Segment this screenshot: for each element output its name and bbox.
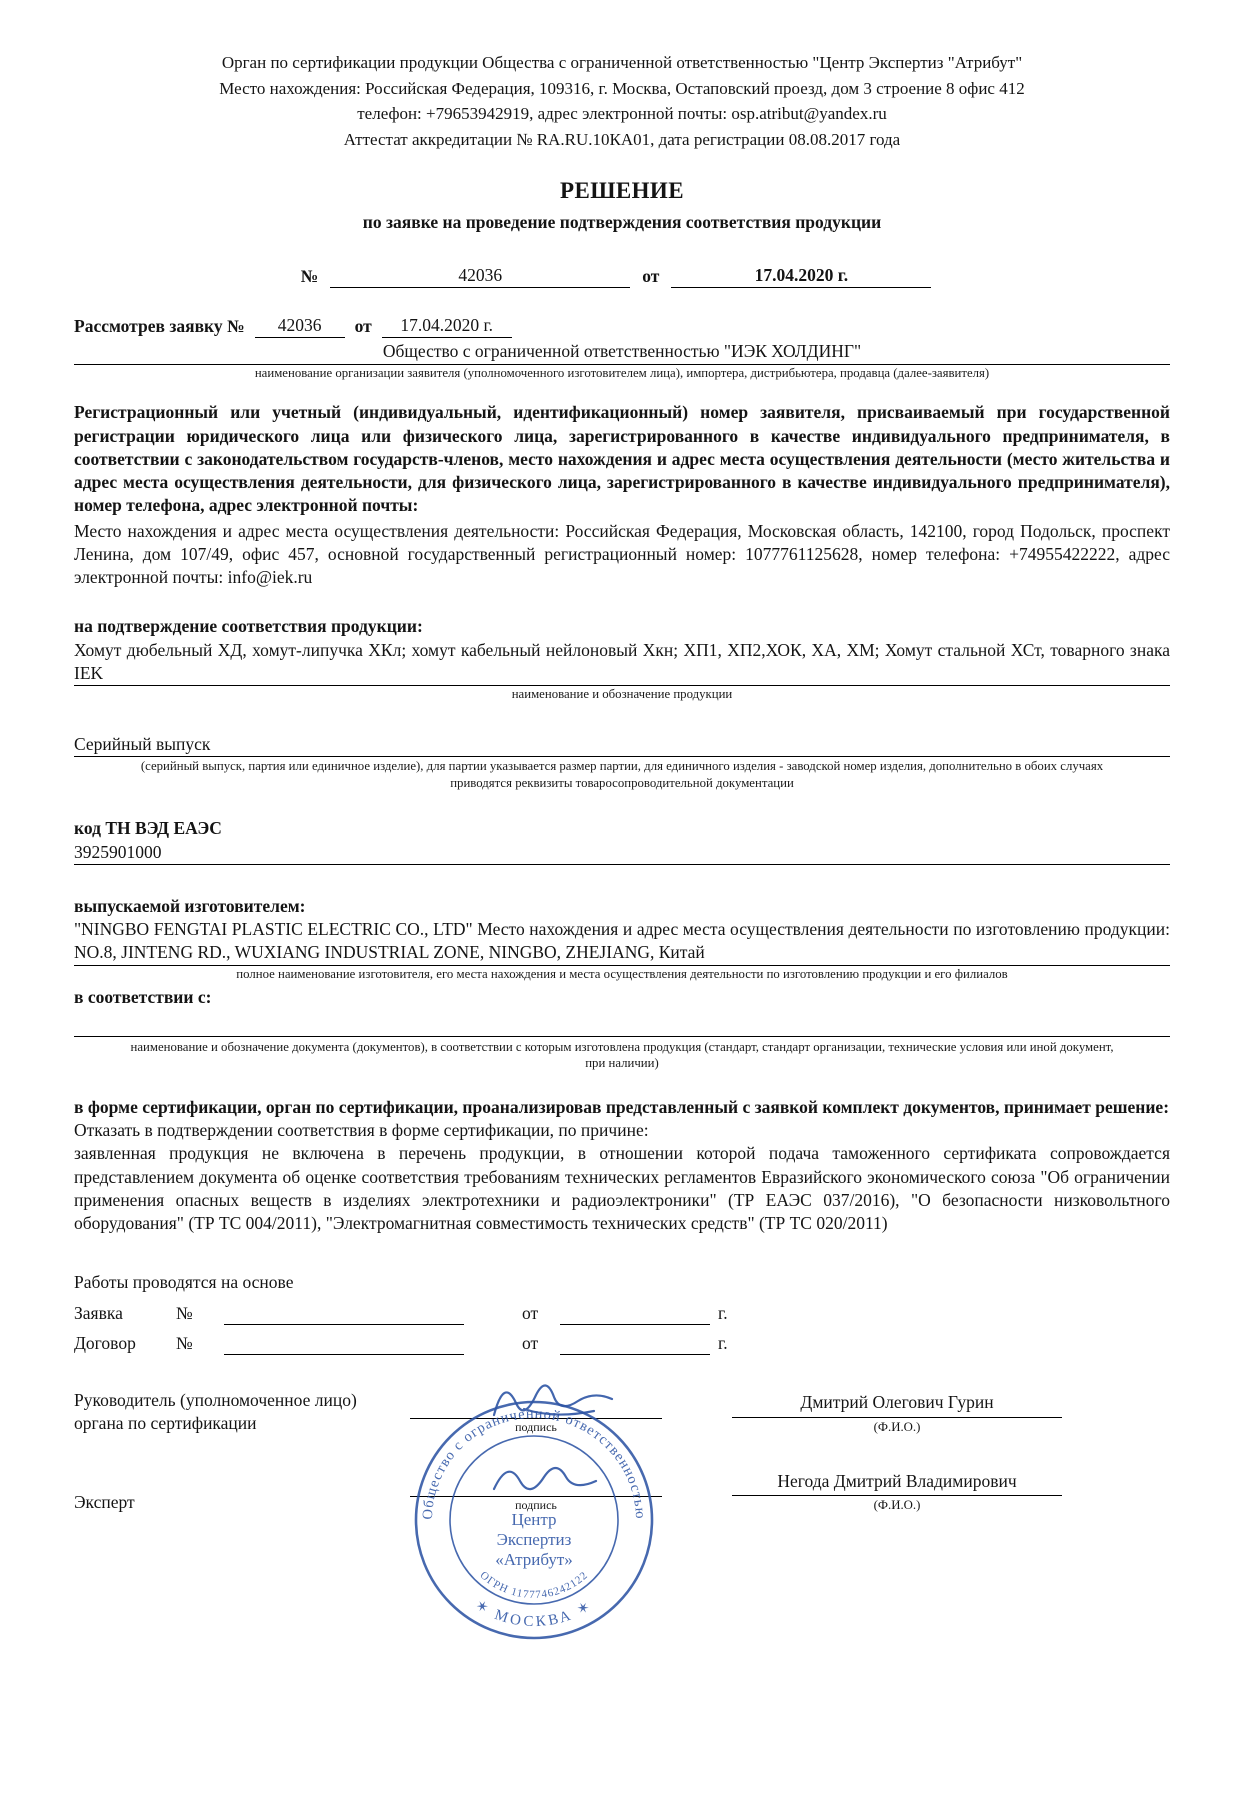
header-line-2: Место нахождения: Российская Федерация, 109316, г. Москва, Остаповский проезд, дом 3 строение 8 офис 412 bbox=[219, 78, 1025, 98]
expert-signature-line bbox=[410, 1472, 662, 1497]
basis-contract-date-field bbox=[560, 1334, 710, 1355]
tnved-code: 3925901000 bbox=[74, 841, 1170, 865]
reviewed-application-row bbox=[74, 314, 1170, 338]
basis-contract-no: № bbox=[176, 1332, 193, 1353]
decision-number-field: 42036 bbox=[330, 264, 630, 288]
manufacturer-text: "NINGBO FENGTAI PLASTIC ELECTRIC CO., LTD" Место нахождения и адрес места осуществления деятельности по изготовлению продукции: NO.8, JINTENG RD., WUXIANG INDUSTRIAL ZONE, NINGBO, ZHEJIANG, Китай bbox=[74, 918, 1170, 966]
application-date-field: 17.04.2020 г. bbox=[382, 314, 512, 338]
basis-contract-year: г. bbox=[718, 1332, 728, 1353]
expert-signature-field bbox=[410, 1472, 662, 1514]
product-caption: наименование и обозначение продукции bbox=[511, 687, 733, 702]
head-name-block bbox=[732, 1391, 1062, 1435]
serial-type: Серийный выпуск bbox=[74, 733, 1170, 757]
basis-application-label: Заявка bbox=[74, 1302, 123, 1323]
number-label: № bbox=[300, 265, 319, 286]
manufacturer-heading: выпускаемой изготовителем: bbox=[74, 895, 306, 916]
accordance-heading: в соответствии с: bbox=[74, 987, 212, 1008]
head-name: Дмитрий Олегович Гурин bbox=[732, 1391, 1062, 1417]
applicant-caption: наименование организации заявителя (уполномоченного изготовителем лица), импортера, дистрибьютера, продавца (далее-заявителя) bbox=[254, 365, 990, 380]
decision-line1: Отказать в подтверждении соответствия в форме сертификации, по причине: bbox=[74, 1120, 649, 1141]
accordance-caption: наименование и обозначение документа (документов), в соответствии с которым изготовлена продукция (стандарт, стандарт организации, технические условия или иной документ, при наличии) bbox=[130, 1039, 1114, 1071]
expert-name: Негода Дмитрий Владимирович bbox=[732, 1470, 1062, 1496]
application-number-field: 42036 bbox=[255, 314, 345, 338]
applicant-name: Общество с ограниченной ответственностью "ИЭК ХОЛДИНГ" bbox=[74, 340, 1170, 364]
certification-body-header bbox=[74, 50, 1170, 152]
head-label-line1: Руководитель (уполномоченное лицо) bbox=[74, 1390, 357, 1411]
from-label: от bbox=[642, 265, 660, 286]
decision-line2: заявленная продукция не включена в перечень продукции, в отношении которой подача таможенного сертификата сопровождается представлением документа об оценке соответствия требованиям технических регламентов Евразийского экономического союза "Об ограничении применения опасных веществ в изделиях электротехники и радиоэлектроники" (ТР ЕАЭС 037/2016), "О безопасности низковольтного оборудования" (ТР ТС 004/2011), "Электромагнитная совместимость технических средств" (ТР ТС 020/2011) bbox=[74, 1143, 1170, 1234]
decision-heading: в форме сертификации, орган по сертификации, проанализировав представленный с заявкой комплект документов, принимает решение: bbox=[74, 1096, 1170, 1117]
basis-row-application bbox=[74, 1302, 1170, 1325]
accordance-blank-field bbox=[74, 1010, 1170, 1037]
header-line-4: Аттестат аккредитации № RA.RU.10КА01, дата регистрации 08.08.2017 года bbox=[343, 129, 901, 149]
expert-fio-caption: (Ф.И.О.) bbox=[873, 1497, 921, 1512]
basis-application-no: № bbox=[176, 1302, 193, 1323]
expert-label: Эксперт bbox=[74, 1491, 135, 1512]
registration-paragraph: Регистрационный или учетный (индивидуальный, идентификационный) номер заявителя, присваиваемый при государственной регистрации юридического лица или физического лица, зарегистрированного в качестве индивидуального предпринимателя, в соответствии с законодательством государств-членов, место нахождения и адрес места осуществления деятельности (место жительства и адрес места осуществления деятельности, для физического лица, зарегистрированного в качестве индивидуального предпринимателя), номер телефона, адрес электронной почты: bbox=[74, 402, 1170, 516]
product-names: Хомут дюбельный ХД, хомут-липучка ХКл; хомут кабельный нейлоновый Хкн; ХП1, ХП2,ХОК, ХА, ХМ; Хомут стальной ХСт, товарного знака IEK bbox=[74, 639, 1170, 687]
head-signature-line bbox=[410, 1394, 662, 1419]
header-line-1: Орган по сертификации продукции Общества с ограниченной ответственностью "Центр Экспертиз "Атрибут" bbox=[221, 53, 1023, 72]
number-date-row bbox=[74, 264, 1170, 288]
expert-signature-caption: подпись bbox=[515, 1498, 557, 1513]
manufacturer-caption: полное наименование изготовителя, его места нахождения и места осуществления деятельности по изготовлению продукции и его филиалов bbox=[236, 966, 1008, 981]
head-fio-caption: (Ф.И.О.) bbox=[873, 1419, 921, 1434]
basis-contract-number-field bbox=[224, 1334, 464, 1355]
tnved-heading: код ТН ВЭД ЕАЭС bbox=[74, 818, 222, 839]
head-signature-row bbox=[74, 1389, 1170, 1436]
basis-row-contract bbox=[74, 1332, 1170, 1355]
document-title: РЕШЕНИЕ bbox=[560, 178, 684, 203]
expert-name-block bbox=[732, 1470, 1062, 1514]
expert-signature-row bbox=[74, 1470, 1170, 1514]
basis-application-date-field bbox=[560, 1304, 710, 1325]
serial-caption: (серийный выпуск, партия или единичное изделие), для партии указывается размер партии, для единичного изделия - заводской номер изделия, дополнительно в обоих случаях приводятся реквизиты товаросопроводительной документации bbox=[140, 759, 1104, 790]
document-subtitle: по заявке на проведение подтверждения соответствия продукции bbox=[362, 211, 882, 232]
head-signature-caption: подпись bbox=[515, 1419, 557, 1434]
decision-date-field: 17.04.2020 г. bbox=[671, 264, 931, 288]
svg-text:✶ МОСКВА ✶: ✶ МОСКВА ✶ bbox=[472, 1597, 596, 1631]
svg-text:Центр: Центр bbox=[511, 1510, 557, 1530]
expert-signature-label bbox=[74, 1491, 410, 1514]
confirm-heading: на подтверждение соответствия продукции: bbox=[74, 616, 423, 637]
head-label-line2: органа по сертификации bbox=[74, 1413, 257, 1434]
basis-application-year: г. bbox=[718, 1302, 728, 1323]
reviewed-label: Рассмотрев заявку № bbox=[74, 316, 245, 337]
basis-heading: Работы проводятся на основе bbox=[74, 1272, 294, 1293]
svg-text:ОГРН 1177746242122: ОГРН 1177746242122 bbox=[477, 1569, 591, 1602]
head-signature-label bbox=[74, 1389, 410, 1436]
header-line-3: телефон: +79653942919, адрес электронной почты: osp.atribut@yandex.ru bbox=[357, 104, 887, 123]
reviewed-from-label: от bbox=[354, 316, 372, 337]
svg-text:«Атрибут»: «Атрибут» bbox=[495, 1550, 573, 1570]
basis-application-number-field bbox=[224, 1304, 464, 1325]
svg-text:Общество с ограниченной ответс: Общество с ограниченной ответственностью bbox=[419, 1406, 649, 1521]
basis-application-from: от bbox=[522, 1302, 539, 1323]
basis-contract-label: Договор bbox=[74, 1332, 136, 1353]
head-signature-field bbox=[410, 1394, 662, 1436]
svg-text:Экспертиз: Экспертиз bbox=[496, 1530, 572, 1550]
location-paragraph: Место нахождения и адрес места осуществления деятельности: Российская Федерация, Московская область, 142100, город Подольск, проспект Ленина, дом 107/49, офис 457, основной государственный регистрационный номер: 1077761125628, номер телефона: +74955422222, адрес электронной почты: info@iek.ru bbox=[74, 520, 1170, 588]
basis-contract-from: от bbox=[522, 1332, 539, 1353]
